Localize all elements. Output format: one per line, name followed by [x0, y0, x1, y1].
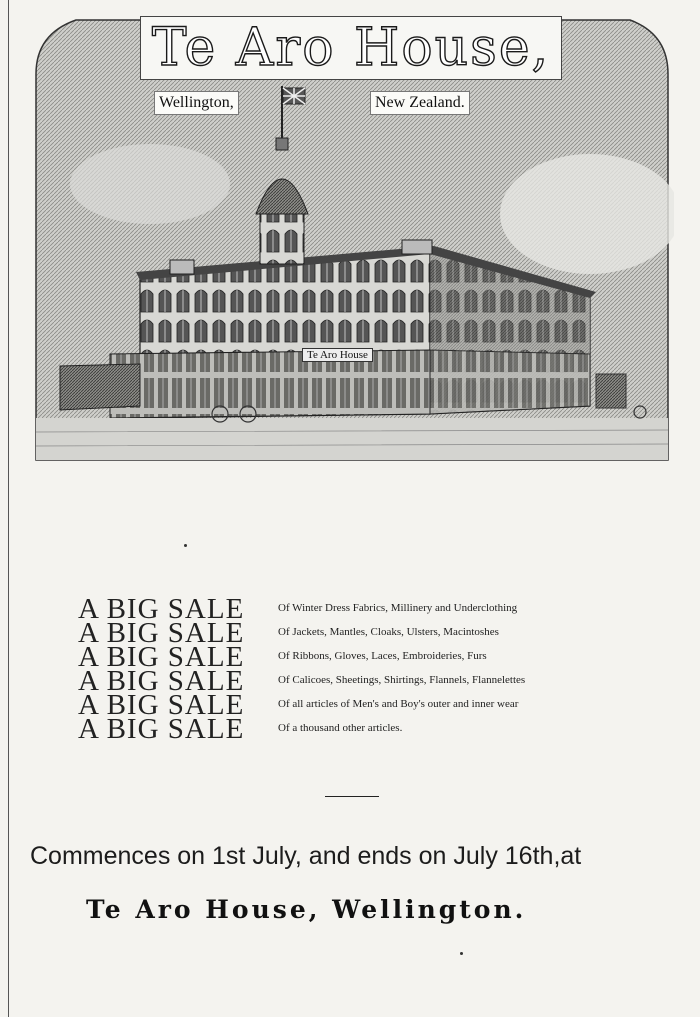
sale-list — [78, 593, 638, 745]
store-title-plate — [140, 16, 562, 80]
engraving-illustration — [30, 14, 674, 466]
print-speck — [460, 952, 463, 955]
sale-item-text: Of all articles of Men's and Boy's outer and inner wear — [278, 698, 519, 710]
sale-item-text: Of Winter Dress Fabrics, Millinery and Underclothing — [278, 602, 518, 614]
sale-dates: Commences on 1st July, and ends on July 16th,at — [30, 842, 582, 870]
sale-item-text: Of Jackets, Mantles, Cloaks, Ulsters, Macintoshes — [278, 626, 499, 638]
print-speck — [184, 544, 187, 547]
divider-rule — [325, 796, 379, 797]
sale-row — [78, 713, 638, 745]
location-label-country: New Zealand. — [370, 91, 470, 115]
sale-heading: A BIG SALE — [78, 665, 245, 697]
store-engraving — [30, 14, 674, 466]
sale-heading: A BIG SALE — [78, 617, 245, 649]
storefront-sign: Te Aro House — [302, 348, 373, 362]
sale-item-text: Of a thousand other articles. — [278, 722, 403, 734]
store-title: Te Aro House, — [151, 18, 551, 78]
sale-item-text: Of Calicoes, Sheetings, Shirtings, Flannels, Flannelettes — [278, 674, 526, 686]
footer-store-name: Te Aro House, Wellington. — [86, 895, 527, 924]
sale-heading: A BIG SALE — [78, 641, 245, 673]
sale-heading: A BIG SALE — [78, 689, 245, 721]
location-label-city: Wellington, — [154, 91, 239, 115]
sale-item-text: Of Ribbons, Gloves, Laces, Embroideries, Furs — [278, 650, 487, 662]
sale-heading: A BIG SALE — [78, 593, 245, 625]
sale-heading: A BIG SALE — [78, 713, 245, 745]
page-edge-line — [8, 0, 9, 1017]
